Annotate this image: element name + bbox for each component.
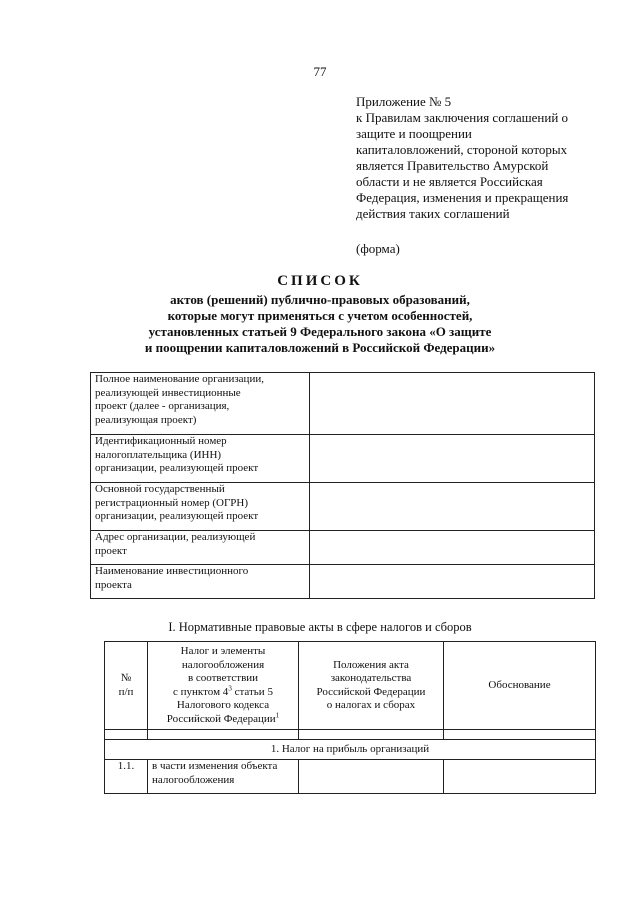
header-tax-elements [148, 642, 299, 730]
org-label-line: Наименование инвестиционного [95, 565, 249, 577]
header-line [152, 683, 294, 700]
table-cell [444, 730, 596, 740]
tax-acts-table [104, 641, 596, 794]
row-provisions[interactable] [299, 760, 444, 794]
organization-table [90, 372, 595, 599]
cell-line: в части изменения объекта [152, 760, 278, 772]
header-justification: Обоснование [444, 642, 596, 730]
org-label-line: регистрационный номер (ОГРН) [95, 496, 249, 509]
table-cell [105, 730, 148, 740]
document-subtitle [0, 292, 640, 356]
org-label-line: проект (далее - организация, [95, 400, 230, 412]
org-label-line: Идентификационный номер [95, 435, 227, 447]
header-line: налогообложения [181, 658, 265, 671]
form-label: (форма) [356, 241, 400, 256]
header-line: № [120, 672, 132, 684]
subtitle-line: которые могут применяться с учетом особенностей, [167, 308, 473, 323]
org-label [91, 373, 310, 435]
subtitle-line: и поощрении капиталовложений в Российской Федерации» [144, 340, 496, 355]
org-label-line: реализующей инвестиционные [95, 386, 241, 399]
header-line: Налог и элементы [180, 645, 266, 657]
row-number: 1.1. [105, 760, 148, 794]
org-row-project-name [91, 565, 595, 599]
subtitle-line: установленных статьей 9 Федерального закона «О защите [148, 324, 492, 339]
appendix-line: Федерация, изменения и прекращения [356, 190, 569, 205]
table-cell [148, 730, 299, 740]
org-label-line: налогоплательщика (ИНН) [95, 448, 222, 461]
table-row [105, 760, 596, 794]
header-line: п/п [118, 685, 134, 698]
org-value[interactable] [310, 435, 595, 483]
header-line: Российской Федерации [316, 685, 426, 698]
org-row-address [91, 531, 595, 565]
header-text: статьи 5 [231, 685, 273, 698]
appendix-line: является Правительство Амурской [356, 158, 549, 173]
header-line: в соответствии [187, 672, 259, 684]
org-label-line: проект [95, 544, 127, 557]
org-label-line: Основной государственный [95, 483, 225, 495]
header-number [105, 642, 148, 730]
org-label [91, 483, 310, 531]
org-label-line: Полное наименование организации, [95, 373, 264, 385]
org-row-full-name [91, 373, 595, 435]
appendix-line: Приложение № 5 [356, 94, 452, 109]
header-line: Налогового кодекса [176, 699, 270, 711]
org-value[interactable] [310, 565, 595, 599]
section-heading: I. Нормативные правовые акты в сфере налогов и сборов [168, 620, 472, 634]
org-label [91, 565, 310, 599]
org-value[interactable] [310, 531, 595, 565]
org-row-ogrn [91, 483, 595, 531]
org-label-line: Адрес организации, реализующей [95, 531, 256, 543]
table-header-row [105, 642, 596, 730]
document-title: СПИСОК [277, 273, 363, 289]
org-label-line: реализующая проект) [95, 413, 197, 426]
org-label [91, 531, 310, 565]
appendix-line: действия таких соглашений [356, 206, 510, 221]
org-value[interactable] [310, 483, 595, 531]
org-label [91, 435, 310, 483]
header-line: законодательства [330, 672, 412, 684]
footnote-mark: 1 [275, 710, 280, 719]
header-text: с пунктом 4 [173, 685, 229, 698]
org-label-line: организации, реализующей проект [95, 510, 259, 522]
org-label-line: организации, реализующей проект [95, 462, 259, 474]
page-number: 77 [313, 64, 327, 79]
row-tax-element [148, 760, 299, 794]
header-provisions [299, 642, 444, 730]
header-line: о налогах и сборах [326, 699, 416, 711]
appendix-header [356, 94, 602, 222]
subtitle-line: актов (решений) публично-правовых образований, [170, 292, 470, 307]
appendix-line: капиталовложений, стороной которых [356, 142, 568, 157]
table-cell [299, 730, 444, 740]
header-text: Российской Федерации [166, 712, 276, 725]
org-label-line: проекта [95, 578, 132, 591]
appendix-line: к Правилам заключения соглашений о [356, 110, 569, 125]
group-title: 1. Налог на прибыль организаций [105, 740, 596, 760]
appendix-line: области и не является Российская [356, 174, 543, 189]
org-value[interactable] [310, 373, 595, 435]
header-line [152, 710, 294, 727]
header-line: Положения акта [333, 658, 409, 671]
row-justification[interactable] [444, 760, 596, 794]
cell-line: налогообложения [152, 773, 235, 786]
org-row-inn [91, 435, 595, 483]
group-row [105, 740, 596, 760]
spacer-row [105, 730, 596, 740]
appendix-line: защите и поощрении [356, 126, 472, 141]
superscript: 3 [228, 683, 232, 692]
